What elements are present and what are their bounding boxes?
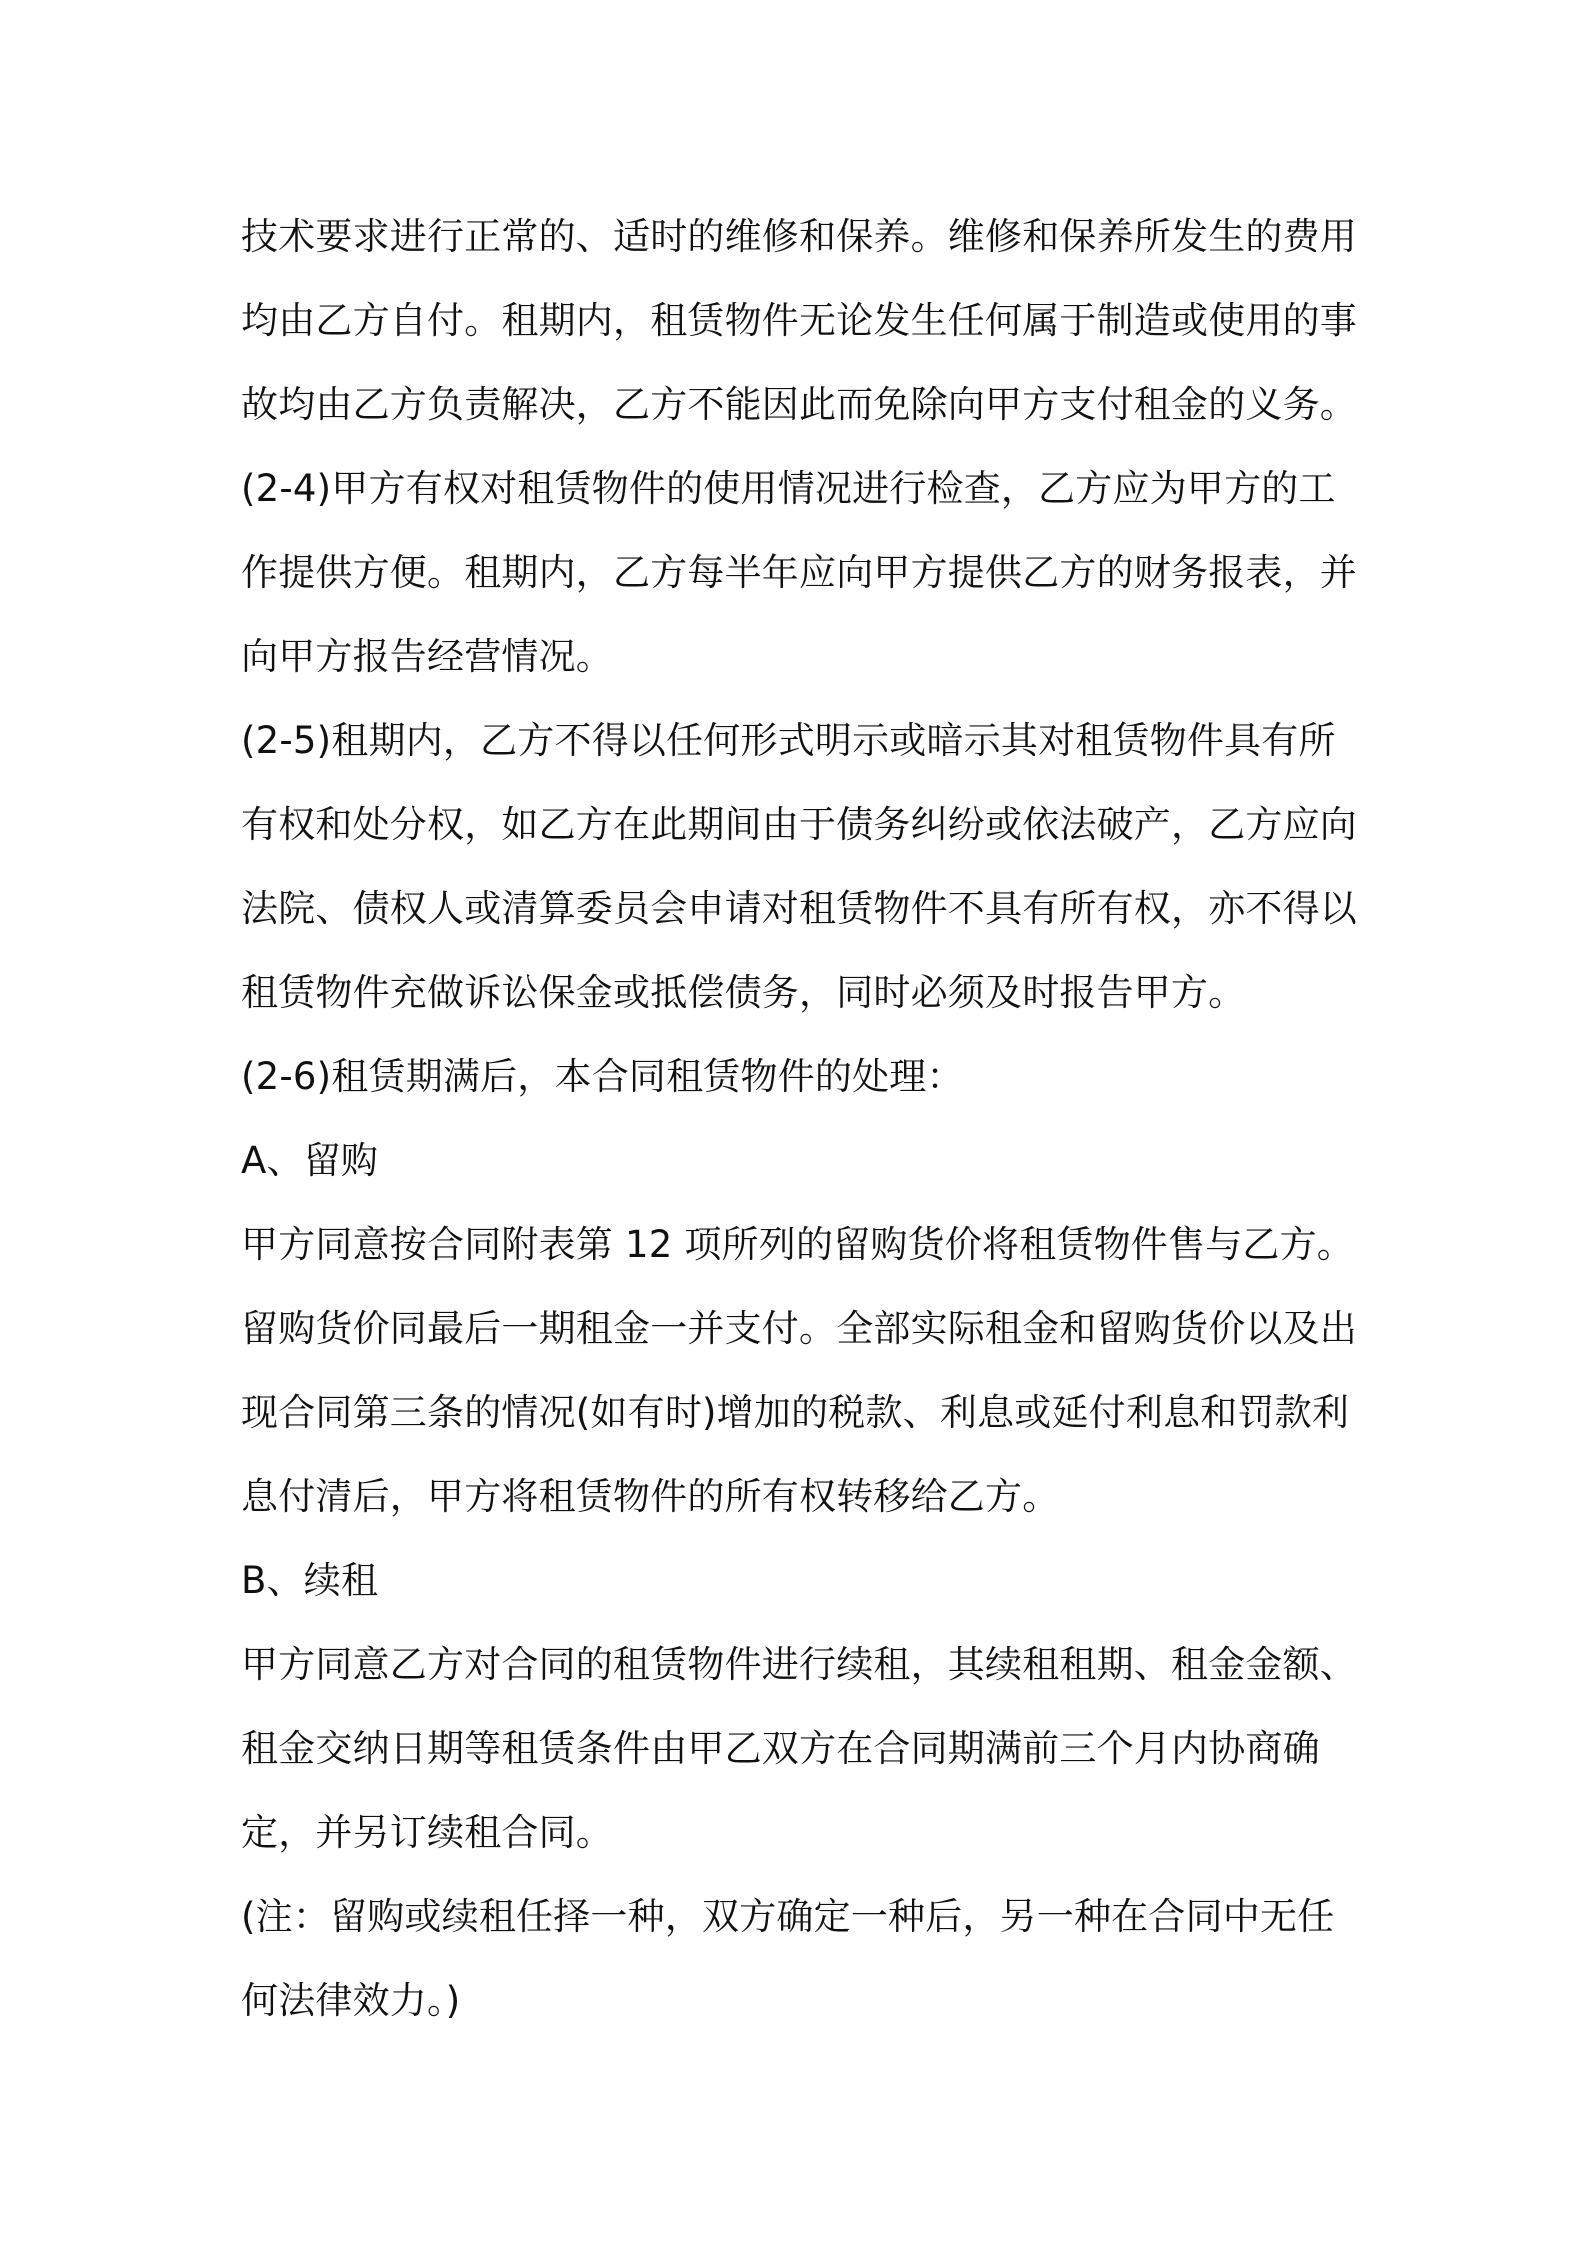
text-line: 甲方同意按合同附表第 12 项所列的留购货价将租赁物件售与乙方。 — [241, 1223, 1355, 1266]
document-body — [241, 195, 1361, 2043]
text-line: 甲方同意乙方对合同的租赁物件进行续租，其续租租期、租金金额、 — [241, 1643, 1357, 1686]
text-line: 现合同第三条的情况(如有时)增加的税款、利息或延付利息和罚款利 — [241, 1391, 1350, 1434]
text-line: 定，并另订续租合同。 — [241, 1811, 613, 1854]
text-line: 留购货价同最后一期租金一并支付。全部实际租金和留购货价以及出 — [241, 1307, 1357, 1350]
text-line: 均由乙方自付。租期内，租赁物件无论发生任何属于制造或使用的事 — [241, 299, 1357, 342]
text-line: 向甲方报告经营情况。 — [241, 635, 613, 678]
text-line: 法院、债权人或清算委员会申请对租赁物件不具有所有权，亦不得以 — [241, 887, 1357, 930]
text-line: 租赁物件充做诉讼保金或抵偿债务，同时必须及时报告甲方。 — [241, 971, 1246, 1014]
text-line: (2-6)租赁期满后，本合同租赁物件的处理： — [241, 1055, 964, 1098]
note-line: (注：留购或续租任择一种，双方确定一种后，另一种在合同中无任 — [241, 1895, 1335, 1938]
text-line: 有权和处分权，如乙方在此期间由于债务纠纷或依法破产，乙方应向 — [241, 803, 1357, 846]
section-heading-b: B、续租 — [241, 1559, 379, 1602]
text-line: 作提供方便。租期内，乙方每半年应向甲方提供乙方的财务报表，并 — [241, 551, 1357, 594]
text-line: (2-4)甲方有权对租赁物件的使用情况进行检查，乙方应为甲方的工 — [241, 467, 1336, 510]
section-heading-a: A、留购 — [241, 1139, 379, 1182]
note-line: 何法律效力。) — [241, 1979, 461, 2022]
text-line: 息付清后，甲方将租赁物件的所有权转移给乙方。 — [241, 1475, 1060, 1518]
text-line: 租金交纳日期等租赁条件由甲乙双方在合同期满前三个月内协商确 — [241, 1727, 1320, 1770]
text-line: (2-5)租期内，乙方不得以任何形式明示或暗示其对租赁物件具有所 — [241, 719, 1336, 762]
text-line: 技术要求进行正常的、适时的维修和保养。维修和保养所发生的费用 — [241, 215, 1357, 258]
text-line: 故均由乙方负责解决，乙方不能因此而免除向甲方支付租金的义务。 — [241, 383, 1357, 426]
